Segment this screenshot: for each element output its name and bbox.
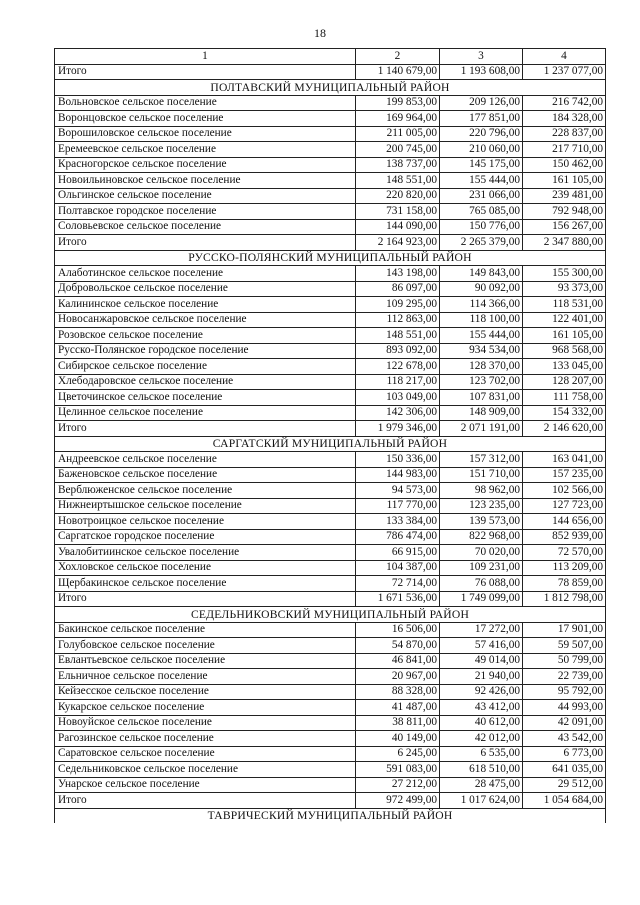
value-cell-col2: 38 811,00 <box>356 715 440 731</box>
table-row <box>55 669 606 685</box>
value-cell-col3: 231 066,00 <box>440 188 523 204</box>
settlement-name-cell: Полтавское городское поселение <box>55 204 356 220</box>
table-row <box>55 343 606 359</box>
settlement-name-cell: Щербакинское сельское поселение <box>55 576 356 592</box>
settlement-name-cell: Новосанжаровское сельское поселение <box>55 312 356 328</box>
settlement-name-cell: Андреевское сельское поселение <box>55 452 356 468</box>
settlement-name-cell: Русско-Полянское городское поселение <box>55 343 356 359</box>
value-cell-col4: 113 209,00 <box>523 560 606 576</box>
value-cell-col2: 112 863,00 <box>356 312 440 328</box>
table-row <box>55 173 606 189</box>
district-title: СЕДЕЛЬНИКОВСКИЙ МУНИЦИПАЛЬНЫЙ РАЙОН <box>55 607 606 623</box>
table-row <box>55 126 606 142</box>
value-cell-col3: 2 071 191,00 <box>440 421 523 437</box>
district-heading-row <box>55 436 606 452</box>
value-cell-col3: 114 366,00 <box>440 297 523 313</box>
value-cell-col2: 66 915,00 <box>356 545 440 561</box>
district-heading-row <box>55 250 606 266</box>
value-cell-col3: 2 265 379,00 <box>440 235 523 251</box>
settlement-name-cell: Хохловское сельское поселение <box>55 560 356 576</box>
value-cell-col4: 6 773,00 <box>523 746 606 762</box>
settlement-name-cell: Воронцовское сельское поселение <box>55 111 356 127</box>
value-cell-col4: 17 901,00 <box>523 622 606 638</box>
table-row <box>55 700 606 716</box>
value-cell-col3: 209 126,00 <box>440 95 523 111</box>
value-cell-col4: 102 566,00 <box>523 483 606 499</box>
budget-table <box>54 48 606 823</box>
district-heading-row <box>55 607 606 623</box>
settlement-name-cell: Новотроицкое сельское поселение <box>55 514 356 530</box>
table-row <box>55 405 606 421</box>
value-cell-col4: 127 723,00 <box>523 498 606 514</box>
value-cell-col2: 1 140 679,00 <box>356 64 440 80</box>
value-cell-col4: 43 542,00 <box>523 731 606 747</box>
total-row <box>55 235 606 251</box>
settlement-name-cell: Добровольское сельское поселение <box>55 281 356 297</box>
value-cell-col2: 122 678,00 <box>356 359 440 375</box>
value-cell-col3: 220 796,00 <box>440 126 523 142</box>
value-cell-col3: 210 060,00 <box>440 142 523 158</box>
value-cell-col4: 128 207,00 <box>523 374 606 390</box>
value-cell-col2: 972 499,00 <box>356 793 440 809</box>
value-cell-col2: 41 487,00 <box>356 700 440 716</box>
settlement-name-cell: Седельниковское сельское поселение <box>55 762 356 778</box>
value-cell-col4: 184 328,00 <box>523 111 606 127</box>
value-cell-col4: 641 035,00 <box>523 762 606 778</box>
settlement-name-cell: Саратовское сельское поселение <box>55 746 356 762</box>
settlement-name-cell: Итого <box>55 591 356 607</box>
value-cell-col3: 109 231,00 <box>440 560 523 576</box>
value-cell-col4: 29 512,00 <box>523 777 606 793</box>
column-header: 1 <box>55 49 356 65</box>
value-cell-col3: 76 088,00 <box>440 576 523 592</box>
value-cell-col4: 228 837,00 <box>523 126 606 142</box>
settlement-name-cell: Новоуйское сельское поселение <box>55 715 356 731</box>
table-row <box>55 498 606 514</box>
value-cell-col2: 88 328,00 <box>356 684 440 700</box>
value-cell-col2: 118 217,00 <box>356 374 440 390</box>
district-heading-row <box>55 80 606 96</box>
value-cell-col3: 98 962,00 <box>440 483 523 499</box>
column-header: 4 <box>523 49 606 65</box>
total-row <box>55 793 606 809</box>
table-row <box>55 312 606 328</box>
value-cell-col2: 2 164 923,00 <box>356 235 440 251</box>
table-row <box>55 762 606 778</box>
value-cell-col2: 72 714,00 <box>356 576 440 592</box>
settlement-name-cell: Хлебодаровское сельское поселение <box>55 374 356 390</box>
value-cell-col3: 6 535,00 <box>440 746 523 762</box>
settlement-name-cell: Калининское сельское поселение <box>55 297 356 313</box>
value-cell-col4: 852 939,00 <box>523 529 606 545</box>
column-header-row <box>55 49 606 65</box>
settlement-name-cell: Баженовское сельское поселение <box>55 467 356 483</box>
table-row <box>55 95 606 111</box>
value-cell-col4: 155 300,00 <box>523 266 606 282</box>
value-cell-col3: 21 940,00 <box>440 669 523 685</box>
value-cell-col4: 156 267,00 <box>523 219 606 235</box>
table-row <box>55 111 606 127</box>
value-cell-col2: 46 841,00 <box>356 653 440 669</box>
value-cell-col3: 155 444,00 <box>440 328 523 344</box>
table-row <box>55 390 606 406</box>
value-cell-col3: 145 175,00 <box>440 157 523 173</box>
settlement-name-cell: Кукарское сельское поселение <box>55 700 356 716</box>
table-row <box>55 653 606 669</box>
value-cell-col2: 54 870,00 <box>356 638 440 654</box>
value-cell-col3: 28 475,00 <box>440 777 523 793</box>
page-number: 18 <box>314 26 326 40</box>
value-cell-col2: 109 295,00 <box>356 297 440 313</box>
value-cell-col4: 150 462,00 <box>523 157 606 173</box>
value-cell-col4: 93 373,00 <box>523 281 606 297</box>
value-cell-col3: 123 702,00 <box>440 374 523 390</box>
table-row <box>55 281 606 297</box>
settlement-name-cell: Цветочинское сельское поселение <box>55 390 356 406</box>
table-row <box>55 560 606 576</box>
district-title: САРГАТСКИЙ МУНИЦИПАЛЬНЫЙ РАЙОН <box>55 436 606 452</box>
district-title: РУССКО-ПОЛЯНСКИЙ МУНИЦИПАЛЬНЫЙ РАЙОН <box>55 250 606 266</box>
value-cell-col4: 95 792,00 <box>523 684 606 700</box>
value-cell-col3: 822 968,00 <box>440 529 523 545</box>
value-cell-col2: 591 083,00 <box>356 762 440 778</box>
table-row <box>55 483 606 499</box>
value-cell-col4: 44 993,00 <box>523 700 606 716</box>
value-cell-col2: 211 005,00 <box>356 126 440 142</box>
value-cell-col2: 200 745,00 <box>356 142 440 158</box>
value-cell-col4: 792 948,00 <box>523 204 606 220</box>
value-cell-col4: 1 054 684,00 <box>523 793 606 809</box>
value-cell-col3: 148 909,00 <box>440 405 523 421</box>
value-cell-col2: 86 097,00 <box>356 281 440 297</box>
settlement-name-cell: Сибирское сельское поселение <box>55 359 356 375</box>
table-row <box>55 142 606 158</box>
value-cell-col2: 144 090,00 <box>356 219 440 235</box>
settlement-name-cell: Ельничное сельское поселение <box>55 669 356 685</box>
settlement-name-cell: Кейзесское сельское поселение <box>55 684 356 700</box>
value-cell-col3: 90 092,00 <box>440 281 523 297</box>
value-cell-col4: 78 859,00 <box>523 576 606 592</box>
settlement-name-cell: Итого <box>55 793 356 809</box>
value-cell-col3: 150 776,00 <box>440 219 523 235</box>
value-cell-col4: 42 091,00 <box>523 715 606 731</box>
settlement-name-cell: Вольновское сельское поселение <box>55 95 356 111</box>
settlement-name-cell: Алаботинское сельское поселение <box>55 266 356 282</box>
value-cell-col2: 220 820,00 <box>356 188 440 204</box>
settlement-name-cell: Новоильиновское сельское поселение <box>55 173 356 189</box>
value-cell-col2: 16 506,00 <box>356 622 440 638</box>
table-row <box>55 715 606 731</box>
value-cell-col4: 144 656,00 <box>523 514 606 530</box>
value-cell-col2: 148 551,00 <box>356 173 440 189</box>
column-header: 3 <box>440 49 523 65</box>
table-row <box>55 374 606 390</box>
value-cell-col2: 103 049,00 <box>356 390 440 406</box>
table-row <box>55 452 606 468</box>
value-cell-col3: 151 710,00 <box>440 467 523 483</box>
value-cell-col2: 142 306,00 <box>356 405 440 421</box>
table-row <box>55 731 606 747</box>
value-cell-col2: 199 853,00 <box>356 95 440 111</box>
value-cell-col4: 968 568,00 <box>523 343 606 359</box>
value-cell-col2: 786 474,00 <box>356 529 440 545</box>
value-cell-col4: 72 570,00 <box>523 545 606 561</box>
value-cell-col3: 1 193 608,00 <box>440 64 523 80</box>
table-row <box>55 576 606 592</box>
table-row <box>55 514 606 530</box>
value-cell-col3: 1 017 624,00 <box>440 793 523 809</box>
settlement-name-cell: Бакинское сельское поселение <box>55 622 356 638</box>
settlement-name-cell: Итого <box>55 421 356 437</box>
value-cell-col4: 239 481,00 <box>523 188 606 204</box>
settlement-name-cell: Итого <box>55 235 356 251</box>
value-cell-col2: 117 770,00 <box>356 498 440 514</box>
value-cell-col3: 49 014,00 <box>440 653 523 669</box>
value-cell-col4: 122 401,00 <box>523 312 606 328</box>
value-cell-col4: 157 235,00 <box>523 467 606 483</box>
district-heading-row <box>55 808 606 823</box>
value-cell-col4: 216 742,00 <box>523 95 606 111</box>
value-cell-col4: 1 237 077,00 <box>523 64 606 80</box>
settlement-name-cell: Увалобитиинское сельское поселение <box>55 545 356 561</box>
value-cell-col4: 2 146 620,00 <box>523 421 606 437</box>
value-cell-col3: 107 831,00 <box>440 390 523 406</box>
settlement-name-cell: Ворошиловское сельское поселение <box>55 126 356 142</box>
value-cell-col4: 2 347 880,00 <box>523 235 606 251</box>
value-cell-col2: 104 387,00 <box>356 560 440 576</box>
table-row <box>55 746 606 762</box>
value-cell-col3: 177 851,00 <box>440 111 523 127</box>
total-row <box>55 64 606 80</box>
settlement-name-cell: Саргатское городское поселение <box>55 529 356 545</box>
value-cell-col2: 20 967,00 <box>356 669 440 685</box>
table-row <box>55 684 606 700</box>
value-cell-col2: 148 551,00 <box>356 328 440 344</box>
value-cell-col3: 149 843,00 <box>440 266 523 282</box>
value-cell-col4: 161 105,00 <box>523 328 606 344</box>
table-row <box>55 266 606 282</box>
settlement-name-cell: Рагозинское сельское поселение <box>55 731 356 747</box>
total-row <box>55 421 606 437</box>
table-row <box>55 297 606 313</box>
table-row <box>55 467 606 483</box>
value-cell-col3: 765 085,00 <box>440 204 523 220</box>
table-row <box>55 328 606 344</box>
total-row <box>55 591 606 607</box>
table-row <box>55 529 606 545</box>
settlement-name-cell: Еремеевское сельское поселение <box>55 142 356 158</box>
value-cell-col3: 1 749 099,00 <box>440 591 523 607</box>
settlement-name-cell: Целинное сельское поселение <box>55 405 356 421</box>
settlement-name-cell: Верблюженское сельское поселение <box>55 483 356 499</box>
settlement-name-cell: Нижнеиртышское сельское поселение <box>55 498 356 514</box>
value-cell-col4: 133 045,00 <box>523 359 606 375</box>
value-cell-col2: 143 198,00 <box>356 266 440 282</box>
value-cell-col2: 1 671 536,00 <box>356 591 440 607</box>
value-cell-col4: 50 799,00 <box>523 653 606 669</box>
column-header: 2 <box>356 49 440 65</box>
value-cell-col3: 57 416,00 <box>440 638 523 654</box>
settlement-name-cell: Итого <box>55 64 356 80</box>
value-cell-col4: 163 041,00 <box>523 452 606 468</box>
value-cell-col2: 6 245,00 <box>356 746 440 762</box>
settlement-name-cell: Евлантьевское сельское поселение <box>55 653 356 669</box>
value-cell-col4: 59 507,00 <box>523 638 606 654</box>
table-row <box>55 545 606 561</box>
table-body <box>55 49 606 824</box>
district-title: ТАВРИЧЕСКИЙ МУНИЦИПАЛЬНЫЙ РАЙОН <box>55 808 606 823</box>
value-cell-col4: 154 332,00 <box>523 405 606 421</box>
table-row <box>55 219 606 235</box>
value-cell-col2: 893 092,00 <box>356 343 440 359</box>
value-cell-col3: 139 573,00 <box>440 514 523 530</box>
value-cell-col4: 1 812 798,00 <box>523 591 606 607</box>
value-cell-col3: 934 534,00 <box>440 343 523 359</box>
table-row <box>55 622 606 638</box>
table-row <box>55 638 606 654</box>
value-cell-col4: 111 758,00 <box>523 390 606 406</box>
table-row <box>55 188 606 204</box>
value-cell-col2: 1 979 346,00 <box>356 421 440 437</box>
table-row <box>55 204 606 220</box>
value-cell-col3: 17 272,00 <box>440 622 523 638</box>
value-cell-col2: 40 149,00 <box>356 731 440 747</box>
settlement-name-cell: Унарское сельское поселение <box>55 777 356 793</box>
value-cell-col3: 128 370,00 <box>440 359 523 375</box>
value-cell-col2: 150 336,00 <box>356 452 440 468</box>
value-cell-col3: 618 510,00 <box>440 762 523 778</box>
settlement-name-cell: Ольгинское сельское поселение <box>55 188 356 204</box>
value-cell-col3: 118 100,00 <box>440 312 523 328</box>
district-title: ПОЛТАВСКИЙ МУНИЦИПАЛЬНЫЙ РАЙОН <box>55 80 606 96</box>
value-cell-col2: 169 964,00 <box>356 111 440 127</box>
value-cell-col2: 138 737,00 <box>356 157 440 173</box>
value-cell-col2: 133 384,00 <box>356 514 440 530</box>
value-cell-col4: 118 531,00 <box>523 297 606 313</box>
value-cell-col3: 42 012,00 <box>440 731 523 747</box>
table-row <box>55 359 606 375</box>
value-cell-col4: 161 105,00 <box>523 173 606 189</box>
settlement-name-cell: Красногорское сельское поселение <box>55 157 356 173</box>
value-cell-col3: 70 020,00 <box>440 545 523 561</box>
value-cell-col2: 27 212,00 <box>356 777 440 793</box>
settlement-name-cell: Соловьевское сельское поселение <box>55 219 356 235</box>
value-cell-col2: 94 573,00 <box>356 483 440 499</box>
value-cell-col3: 43 412,00 <box>440 700 523 716</box>
settlement-name-cell: Голубовское сельское поселение <box>55 638 356 654</box>
value-cell-col3: 92 426,00 <box>440 684 523 700</box>
value-cell-col3: 40 612,00 <box>440 715 523 731</box>
value-cell-col4: 22 739,00 <box>523 669 606 685</box>
value-cell-col4: 217 710,00 <box>523 142 606 158</box>
value-cell-col3: 123 235,00 <box>440 498 523 514</box>
table-row <box>55 777 606 793</box>
settlement-name-cell: Розовское сельское поселение <box>55 328 356 344</box>
value-cell-col3: 155 444,00 <box>440 173 523 189</box>
value-cell-col2: 144 983,00 <box>356 467 440 483</box>
table-row <box>55 157 606 173</box>
value-cell-col2: 731 158,00 <box>356 204 440 220</box>
value-cell-col3: 157 312,00 <box>440 452 523 468</box>
